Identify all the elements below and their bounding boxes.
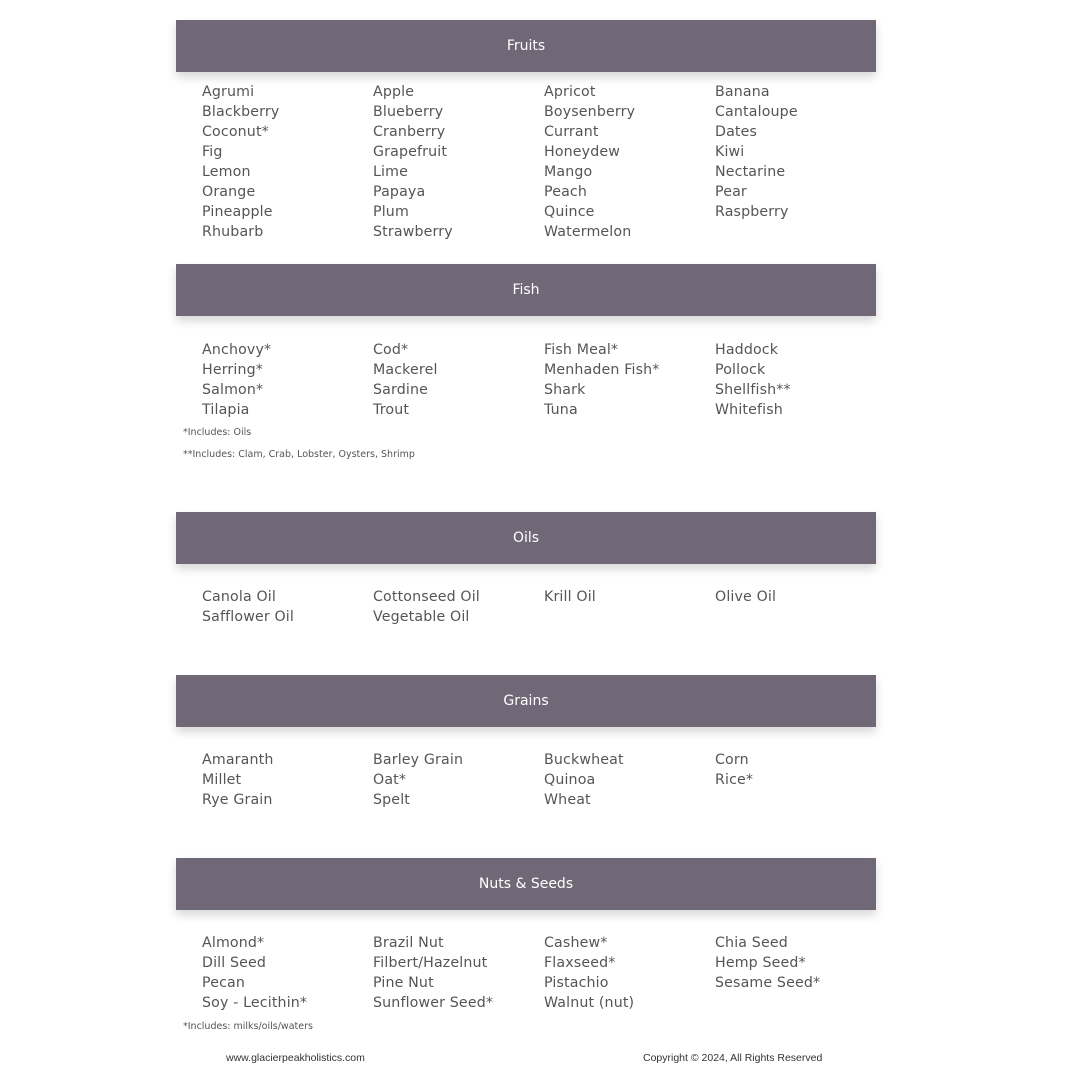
section-title-fish: Fish <box>512 282 540 298</box>
food-item: Salmon* <box>202 382 264 398</box>
food-item: Cashew* <box>544 935 608 951</box>
food-item: Coconut* <box>202 124 269 140</box>
food-item: Dill Seed <box>202 955 267 971</box>
food-item: Kiwi <box>715 144 745 160</box>
food-item: Walnut (nut) <box>544 995 635 1011</box>
food-item: Lime <box>373 164 408 180</box>
food-item: Whitefish <box>715 402 783 418</box>
footer-copyright: Copyright © 2024, All Rights Reserved <box>643 1052 823 1064</box>
food-item: Corn <box>715 752 749 768</box>
food-item: Strawberry <box>373 224 453 240</box>
section-header-nuts-seeds <box>176 858 876 910</box>
food-item: Flaxseed* <box>544 955 616 971</box>
food-item: Safflower Oil <box>202 609 294 625</box>
food-item: Buckwheat <box>544 752 624 768</box>
food-item: Pistachio <box>544 975 609 991</box>
food-item: Raspberry <box>715 204 789 220</box>
food-item: Rice* <box>715 772 754 788</box>
food-item: Apple <box>373 84 415 100</box>
food-item: Soy - Lecithin* <box>202 995 308 1011</box>
food-item: Pear <box>715 184 747 200</box>
food-item: Chia Seed <box>715 935 788 951</box>
food-item: Amaranth <box>202 752 274 768</box>
food-item: Menhaden Fish* <box>544 362 660 378</box>
food-item: Tuna <box>544 402 578 418</box>
food-item: Trout <box>373 402 410 418</box>
food-item: Blackberry <box>202 104 280 120</box>
food-list-grains <box>202 750 886 810</box>
food-item: Shellfish** <box>715 382 791 398</box>
food-item: Currant <box>544 124 599 140</box>
section-header-grains <box>176 675 876 727</box>
food-list-nuts-seeds <box>202 933 886 1013</box>
food-item: Sesame Seed* <box>715 975 821 991</box>
food-item: Olive Oil <box>715 589 777 605</box>
food-item: Mango <box>544 164 593 180</box>
food-item: Rhubarb <box>202 224 264 240</box>
food-item: Wheat <box>544 792 591 808</box>
food-item: Almond* <box>202 935 265 951</box>
food-item: Haddock <box>715 342 779 358</box>
food-item: Cottonseed Oil <box>373 589 480 605</box>
food-item: Papaya <box>373 184 426 200</box>
footnote-nuts-seeds: *Includes: milks/oils/waters <box>183 1021 313 1032</box>
food-item: Quinoa <box>544 772 596 788</box>
food-item: Vegetable Oil <box>373 609 470 625</box>
food-item: Barley Grain <box>373 752 464 768</box>
food-item: Lemon <box>202 164 251 180</box>
section-title-nuts-seeds: Nuts & Seeds <box>478 876 574 892</box>
food-item: Brazil Nut <box>373 935 444 951</box>
food-item: Quince <box>544 204 595 220</box>
food-item: Cantaloupe <box>715 104 798 120</box>
food-item: Rye Grain <box>202 792 273 808</box>
food-item: Apricot <box>544 84 596 100</box>
food-item: Banana <box>715 84 770 100</box>
food-list-fish <box>202 340 886 420</box>
food-list-fruits <box>202 82 886 242</box>
food-item: Nectarine <box>715 164 786 180</box>
food-item: Pineapple <box>202 204 273 220</box>
footnote-fish-oils: *Includes: Oils <box>183 427 252 438</box>
food-item: Tilapia <box>202 402 250 418</box>
food-item: Shark <box>544 382 586 398</box>
food-item: Watermelon <box>544 224 632 240</box>
food-item: Hemp Seed* <box>715 955 806 971</box>
food-item: Millet <box>202 772 242 788</box>
food-item: Orange <box>202 184 256 200</box>
food-item: Anchovy* <box>202 342 272 358</box>
food-item: Filbert/Hazelnut <box>373 955 488 971</box>
food-item: Mackerel <box>373 362 438 378</box>
food-item: Pollock <box>715 362 766 378</box>
food-item: Agrumi <box>202 84 255 100</box>
food-item: Krill Oil <box>544 589 596 605</box>
food-item: Boysenberry <box>544 104 636 120</box>
food-item: Cranberry <box>373 124 446 140</box>
section-header-fruits <box>176 20 876 72</box>
food-item: Grapefruit <box>373 144 448 160</box>
footnote-fish-shellfish: **Includes: Clam, Crab, Lobster, Oysters, Shrimp <box>183 449 415 460</box>
food-item: Spelt <box>373 792 410 808</box>
food-item: Fish Meal* <box>544 342 619 358</box>
section-header-fish <box>176 264 876 316</box>
section-header-oils <box>176 512 876 564</box>
food-item: Plum <box>373 204 409 220</box>
food-item: Cod* <box>373 342 409 358</box>
food-item: Herring* <box>202 362 264 378</box>
food-item: Canola Oil <box>202 589 276 605</box>
food-item: Blueberry <box>373 104 444 120</box>
footer-website: www.glacierpeakholistics.com <box>226 1052 365 1064</box>
food-item: Dates <box>715 124 758 140</box>
food-item: Fig <box>202 144 223 160</box>
food-item: Honeydew <box>544 144 621 160</box>
food-item: Oat* <box>373 772 407 788</box>
food-item: Sunflower Seed* <box>373 995 494 1011</box>
food-item: Pecan <box>202 975 246 991</box>
section-title-fruits: Fruits <box>506 38 546 54</box>
section-title-oils: Oils <box>512 530 540 546</box>
food-item: Sardine <box>373 382 429 398</box>
food-list-oils <box>202 587 886 627</box>
food-item: Peach <box>544 184 588 200</box>
food-item: Pine Nut <box>373 975 434 991</box>
section-title-grains: Grains <box>503 693 549 709</box>
